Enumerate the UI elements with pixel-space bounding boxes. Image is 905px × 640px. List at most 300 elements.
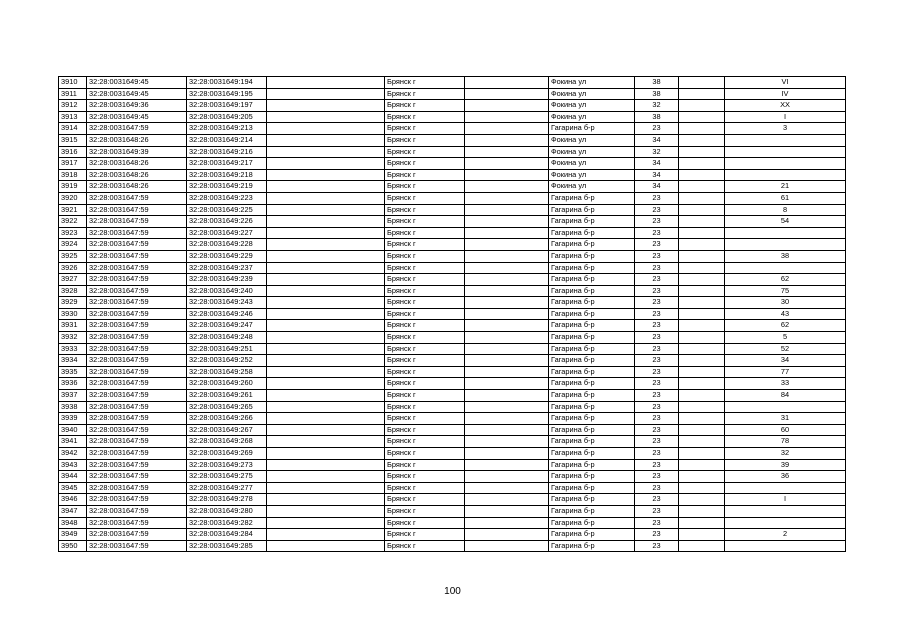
empty-cell — [267, 227, 385, 239]
object-cadastral-number: 32:28:0031649:284 — [187, 529, 267, 541]
table-row — [59, 146, 846, 158]
land-cadastral-number: 32:28:0031647:59 — [87, 204, 187, 216]
land-cadastral-number: 32:28:0031648:26 — [87, 158, 187, 170]
empty-cell — [465, 424, 549, 436]
street-name: Фокина ул — [549, 88, 635, 100]
empty-cell — [267, 505, 385, 517]
empty-cell — [465, 285, 549, 297]
land-cadastral-number: 32:28:0031647:59 — [87, 459, 187, 471]
table-row — [59, 123, 846, 135]
empty-cell — [465, 227, 549, 239]
table-row — [59, 227, 846, 239]
table-row — [59, 332, 846, 344]
house-number: 23 — [635, 505, 679, 517]
apartment-number — [725, 482, 846, 494]
house-number: 34 — [635, 181, 679, 193]
house-number: 38 — [635, 88, 679, 100]
street-name: Гагарина б-р — [549, 540, 635, 552]
empty-cell — [465, 262, 549, 274]
house-number: 23 — [635, 250, 679, 262]
apartment-number — [725, 540, 846, 552]
apartment-number: 5 — [725, 332, 846, 344]
land-cadastral-number: 32:28:0031647:59 — [87, 355, 187, 367]
row-number: 3928 — [59, 285, 87, 297]
apartment-number: 32 — [725, 448, 846, 460]
empty-cell — [465, 169, 549, 181]
table-row — [59, 216, 846, 228]
empty-cell — [679, 192, 725, 204]
empty-cell — [267, 378, 385, 390]
empty-cell — [679, 158, 725, 170]
object-cadastral-number: 32:28:0031649:265 — [187, 401, 267, 413]
table-row — [59, 88, 846, 100]
row-number: 3926 — [59, 262, 87, 274]
empty-cell — [679, 366, 725, 378]
empty-cell — [679, 471, 725, 483]
table-row — [59, 413, 846, 425]
apartment-number: 21 — [725, 181, 846, 193]
table-row — [59, 436, 846, 448]
house-number: 23 — [635, 262, 679, 274]
empty-cell — [465, 100, 549, 112]
house-number: 23 — [635, 378, 679, 390]
city-name: Брянск г — [385, 308, 465, 320]
street-name: Гагарина б-р — [549, 285, 635, 297]
empty-cell — [465, 494, 549, 506]
empty-cell — [267, 169, 385, 181]
empty-cell — [679, 343, 725, 355]
table-row — [59, 111, 846, 123]
object-cadastral-number: 32:28:0031649:197 — [187, 100, 267, 112]
empty-cell — [679, 216, 725, 228]
city-name: Брянск г — [385, 216, 465, 228]
empty-cell — [465, 482, 549, 494]
row-number: 3927 — [59, 274, 87, 286]
house-number: 23 — [635, 297, 679, 309]
street-name: Фокина ул — [549, 77, 635, 89]
city-name: Брянск г — [385, 332, 465, 344]
apartment-number — [725, 158, 846, 170]
object-cadastral-number: 32:28:0031649:228 — [187, 239, 267, 251]
empty-cell — [465, 436, 549, 448]
city-name: Брянск г — [385, 146, 465, 158]
empty-cell — [465, 448, 549, 460]
object-cadastral-number: 32:28:0031649:239 — [187, 274, 267, 286]
row-number: 3914 — [59, 123, 87, 135]
empty-cell — [679, 401, 725, 413]
empty-cell — [679, 274, 725, 286]
apartment-number: I — [725, 494, 846, 506]
street-name: Гагарина б-р — [549, 227, 635, 239]
row-number: 3935 — [59, 366, 87, 378]
row-number: 3948 — [59, 517, 87, 529]
house-number: 23 — [635, 540, 679, 552]
empty-cell — [465, 529, 549, 541]
city-name: Брянск г — [385, 517, 465, 529]
object-cadastral-number: 32:28:0031649:247 — [187, 320, 267, 332]
apartment-number: 8 — [725, 204, 846, 216]
object-cadastral-number: 32:28:0031649:219 — [187, 181, 267, 193]
empty-cell — [679, 239, 725, 251]
city-name: Брянск г — [385, 459, 465, 471]
city-name: Брянск г — [385, 320, 465, 332]
row-number: 3950 — [59, 540, 87, 552]
empty-cell — [679, 227, 725, 239]
apartment-number — [725, 239, 846, 251]
city-name: Брянск г — [385, 494, 465, 506]
object-cadastral-number: 32:28:0031649:278 — [187, 494, 267, 506]
empty-cell — [679, 459, 725, 471]
street-name: Гагарина б-р — [549, 448, 635, 460]
row-number: 3930 — [59, 308, 87, 320]
house-number: 23 — [635, 123, 679, 135]
empty-cell — [679, 424, 725, 436]
land-cadastral-number: 32:28:0031647:59 — [87, 320, 187, 332]
row-number: 3911 — [59, 88, 87, 100]
apartment-number — [725, 505, 846, 517]
empty-cell — [465, 471, 549, 483]
land-cadastral-number: 32:28:0031647:59 — [87, 482, 187, 494]
house-number: 23 — [635, 332, 679, 344]
land-cadastral-number: 32:28:0031647:59 — [87, 262, 187, 274]
row-number: 3931 — [59, 320, 87, 332]
table-row — [59, 390, 846, 402]
object-cadastral-number: 32:28:0031649:251 — [187, 343, 267, 355]
house-number: 23 — [635, 192, 679, 204]
house-number: 23 — [635, 308, 679, 320]
house-number: 23 — [635, 204, 679, 216]
row-number: 3947 — [59, 505, 87, 517]
page-number: 100 — [444, 586, 461, 597]
empty-cell — [465, 134, 549, 146]
row-number: 3912 — [59, 100, 87, 112]
empty-cell — [465, 355, 549, 367]
row-number: 3919 — [59, 181, 87, 193]
empty-cell — [267, 274, 385, 286]
table-row — [59, 239, 846, 251]
empty-cell — [267, 216, 385, 228]
object-cadastral-number: 32:28:0031649:213 — [187, 123, 267, 135]
apartment-number: XX — [725, 100, 846, 112]
object-cadastral-number: 32:28:0031649:243 — [187, 297, 267, 309]
house-number: 23 — [635, 355, 679, 367]
table-row — [59, 262, 846, 274]
land-cadastral-number: 32:28:0031649:45 — [87, 111, 187, 123]
house-number: 23 — [635, 424, 679, 436]
empty-cell — [679, 378, 725, 390]
row-number: 3925 — [59, 250, 87, 262]
city-name: Брянск г — [385, 540, 465, 552]
land-cadastral-number: 32:28:0031649:39 — [87, 146, 187, 158]
empty-cell — [679, 262, 725, 274]
city-name: Брянск г — [385, 227, 465, 239]
empty-cell — [465, 146, 549, 158]
apartment-number: 54 — [725, 216, 846, 228]
street-name: Гагарина б-р — [549, 320, 635, 332]
city-name: Брянск г — [385, 204, 465, 216]
empty-cell — [465, 413, 549, 425]
street-name: Гагарина б-р — [549, 204, 635, 216]
apartment-number: 34 — [725, 355, 846, 367]
house-number: 23 — [635, 401, 679, 413]
empty-cell — [267, 88, 385, 100]
street-name: Фокина ул — [549, 181, 635, 193]
empty-cell — [267, 390, 385, 402]
empty-cell — [679, 285, 725, 297]
empty-cell — [465, 320, 549, 332]
empty-cell — [465, 181, 549, 193]
empty-cell — [267, 436, 385, 448]
object-cadastral-number: 32:28:0031649:268 — [187, 436, 267, 448]
row-number: 3937 — [59, 390, 87, 402]
empty-cell — [465, 274, 549, 286]
empty-cell — [679, 517, 725, 529]
apartment-number — [725, 134, 846, 146]
street-name: Фокина ул — [549, 111, 635, 123]
empty-cell — [267, 540, 385, 552]
house-number: 23 — [635, 517, 679, 529]
object-cadastral-number: 32:28:0031649:266 — [187, 413, 267, 425]
empty-cell — [465, 332, 549, 344]
empty-cell — [679, 413, 725, 425]
empty-cell — [267, 355, 385, 367]
city-name: Брянск г — [385, 262, 465, 274]
table-row — [59, 343, 846, 355]
house-number: 34 — [635, 134, 679, 146]
street-name: Гагарина б-р — [549, 332, 635, 344]
empty-cell — [679, 482, 725, 494]
street-name: Гагарина б-р — [549, 413, 635, 425]
row-number: 3924 — [59, 239, 87, 251]
empty-cell — [267, 285, 385, 297]
table-row — [59, 448, 846, 460]
row-number: 3910 — [59, 77, 87, 89]
empty-cell — [465, 401, 549, 413]
object-cadastral-number: 32:28:0031649:261 — [187, 390, 267, 402]
row-number: 3916 — [59, 146, 87, 158]
street-name: Гагарина б-р — [549, 459, 635, 471]
street-name: Фокина ул — [549, 158, 635, 170]
empty-cell — [679, 100, 725, 112]
object-cadastral-number: 32:28:0031649:277 — [187, 482, 267, 494]
empty-cell — [465, 378, 549, 390]
table-row — [59, 285, 846, 297]
street-name: Гагарина б-р — [549, 436, 635, 448]
empty-cell — [465, 308, 549, 320]
row-number: 3946 — [59, 494, 87, 506]
street-name: Гагарина б-р — [549, 505, 635, 517]
object-cadastral-number: 32:28:0031649:269 — [187, 448, 267, 460]
empty-cell — [267, 494, 385, 506]
land-cadastral-number: 32:28:0031649:45 — [87, 77, 187, 89]
street-name: Гагарина б-р — [549, 366, 635, 378]
city-name: Брянск г — [385, 111, 465, 123]
house-number: 23 — [635, 494, 679, 506]
land-cadastral-number: 32:28:0031648:26 — [87, 169, 187, 181]
row-number: 3913 — [59, 111, 87, 123]
empty-cell — [267, 366, 385, 378]
apartment-number: 75 — [725, 285, 846, 297]
city-name: Брянск г — [385, 471, 465, 483]
apartment-number: IV — [725, 88, 846, 100]
empty-cell — [267, 343, 385, 355]
empty-cell — [679, 448, 725, 460]
house-number: 23 — [635, 320, 679, 332]
object-cadastral-number: 32:28:0031649:246 — [187, 308, 267, 320]
table-row — [59, 181, 846, 193]
city-name: Брянск г — [385, 239, 465, 251]
empty-cell — [679, 529, 725, 541]
street-name: Гагарина б-р — [549, 123, 635, 135]
empty-cell — [465, 204, 549, 216]
street-name: Гагарина б-р — [549, 274, 635, 286]
house-number: 23 — [635, 436, 679, 448]
empty-cell — [679, 169, 725, 181]
table-row — [59, 308, 846, 320]
table-row — [59, 158, 846, 170]
row-number: 3932 — [59, 332, 87, 344]
house-number: 34 — [635, 158, 679, 170]
house-number: 38 — [635, 77, 679, 89]
empty-cell — [267, 459, 385, 471]
object-cadastral-number: 32:28:0031649:214 — [187, 134, 267, 146]
row-number: 3929 — [59, 297, 87, 309]
row-number: 3922 — [59, 216, 87, 228]
city-name: Брянск г — [385, 169, 465, 181]
empty-cell — [679, 146, 725, 158]
street-name: Фокина ул — [549, 146, 635, 158]
table-row — [59, 100, 846, 112]
object-cadastral-number: 32:28:0031649:195 — [187, 88, 267, 100]
row-number: 3940 — [59, 424, 87, 436]
house-number: 34 — [635, 169, 679, 181]
house-number: 23 — [635, 285, 679, 297]
land-cadastral-number: 32:28:0031647:59 — [87, 227, 187, 239]
land-cadastral-number: 32:28:0031647:59 — [87, 343, 187, 355]
object-cadastral-number: 32:28:0031649:267 — [187, 424, 267, 436]
apartment-number: 31 — [725, 413, 846, 425]
empty-cell — [267, 134, 385, 146]
street-name: Гагарина б-р — [549, 343, 635, 355]
apartment-number: 2 — [725, 529, 846, 541]
apartment-number: 33 — [725, 378, 846, 390]
city-name: Брянск г — [385, 436, 465, 448]
street-name: Гагарина б-р — [549, 239, 635, 251]
row-number: 3949 — [59, 529, 87, 541]
land-cadastral-number: 32:28:0031647:59 — [87, 239, 187, 251]
house-number: 23 — [635, 413, 679, 425]
house-number: 32 — [635, 146, 679, 158]
street-name: Гагарина б-р — [549, 216, 635, 228]
empty-cell — [679, 77, 725, 89]
street-name: Гагарина б-р — [549, 250, 635, 262]
land-cadastral-number: 32:28:0031647:59 — [87, 192, 187, 204]
land-cadastral-number: 32:28:0031647:59 — [87, 274, 187, 286]
table-row — [59, 192, 846, 204]
table-row — [59, 77, 846, 89]
land-cadastral-number: 32:28:0031647:59 — [87, 436, 187, 448]
row-number: 3936 — [59, 378, 87, 390]
empty-cell — [465, 111, 549, 123]
land-cadastral-number: 32:28:0031649:45 — [87, 88, 187, 100]
street-name: Гагарина б-р — [549, 471, 635, 483]
table-row — [59, 505, 846, 517]
city-name: Брянск г — [385, 413, 465, 425]
empty-cell — [267, 100, 385, 112]
house-number: 23 — [635, 239, 679, 251]
land-cadastral-number: 32:28:0031647:59 — [87, 390, 187, 402]
city-name: Брянск г — [385, 123, 465, 135]
land-cadastral-number: 32:28:0031647:59 — [87, 448, 187, 460]
empty-cell — [267, 320, 385, 332]
table-row — [59, 250, 846, 262]
empty-cell — [679, 505, 725, 517]
land-cadastral-number: 32:28:0031647:59 — [87, 285, 187, 297]
empty-cell — [679, 181, 725, 193]
table-row — [59, 366, 846, 378]
empty-cell — [267, 250, 385, 262]
empty-cell — [465, 192, 549, 204]
street-name: Гагарина б-р — [549, 378, 635, 390]
apartment-number — [725, 262, 846, 274]
apartment-number: 62 — [725, 274, 846, 286]
table-row — [59, 378, 846, 390]
table-row — [59, 482, 846, 494]
empty-cell — [679, 332, 725, 344]
empty-cell — [465, 366, 549, 378]
empty-cell — [267, 332, 385, 344]
object-cadastral-number: 32:28:0031649:205 — [187, 111, 267, 123]
row-number: 3918 — [59, 169, 87, 181]
table-row — [59, 424, 846, 436]
apartment-number: 62 — [725, 320, 846, 332]
empty-cell — [679, 436, 725, 448]
table-row — [59, 355, 846, 367]
object-cadastral-number: 32:28:0031649:229 — [187, 250, 267, 262]
empty-cell — [465, 517, 549, 529]
city-name: Брянск г — [385, 366, 465, 378]
house-number: 23 — [635, 471, 679, 483]
apartment-number: 36 — [725, 471, 846, 483]
apartment-number — [725, 401, 846, 413]
land-cadastral-number: 32:28:0031647:59 — [87, 494, 187, 506]
row-number: 3941 — [59, 436, 87, 448]
street-name: Гагарина б-р — [549, 482, 635, 494]
empty-cell — [679, 88, 725, 100]
object-cadastral-number: 32:28:0031649:227 — [187, 227, 267, 239]
city-name: Брянск г — [385, 250, 465, 262]
apartment-number: 3 — [725, 123, 846, 135]
apartment-number — [725, 227, 846, 239]
table-row — [59, 517, 846, 529]
empty-cell — [465, 390, 549, 402]
row-number: 3934 — [59, 355, 87, 367]
street-name: Гагарина б-р — [549, 529, 635, 541]
empty-cell — [267, 308, 385, 320]
empty-cell — [267, 123, 385, 135]
house-number: 32 — [635, 100, 679, 112]
empty-cell — [267, 262, 385, 274]
empty-cell — [267, 204, 385, 216]
land-cadastral-number: 32:28:0031647:59 — [87, 250, 187, 262]
land-cadastral-number: 32:28:0031647:59 — [87, 413, 187, 425]
empty-cell — [465, 123, 549, 135]
street-name: Фокина ул — [549, 134, 635, 146]
land-cadastral-number: 32:28:0031647:59 — [87, 308, 187, 320]
empty-cell — [267, 111, 385, 123]
house-number: 23 — [635, 343, 679, 355]
empty-cell — [679, 320, 725, 332]
